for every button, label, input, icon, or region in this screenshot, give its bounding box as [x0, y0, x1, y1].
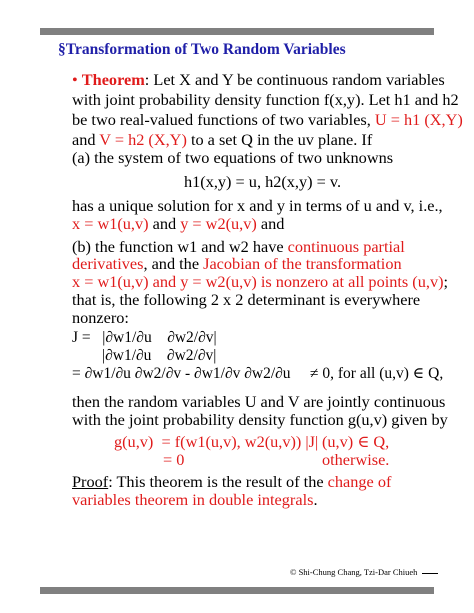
condition-a-line-1: (a) the system of two equations of two unknowns — [72, 148, 394, 167]
proof-text: : This theorem is the result of the — [108, 472, 328, 491]
condition-b-text: (b) the function w1 and w2 have — [72, 237, 288, 256]
v-definition: V = h2 (X,Y) — [99, 130, 187, 149]
theorem-line1-text: : Let X and Y be continuous random variables — [144, 70, 445, 89]
condition-b-line-5: nonzero: — [72, 308, 129, 327]
theorem-line3-text: be two real-valued functions of two variables, — [72, 110, 375, 129]
and-text-end: and — [256, 214, 285, 233]
continuous-partial: continuous partial — [287, 237, 405, 256]
and-text: and — [148, 214, 181, 233]
condition-a-line-4 — [72, 214, 284, 234]
jacobian-row-3 — [72, 364, 444, 384]
proof-red-1: change of — [327, 472, 392, 491]
jacobian-nonzero: x = w1(u,v) and y = w2(u,v) is nonzero at all points (u,v) — [72, 272, 444, 291]
x-inverse: x = w1(u,v) — [72, 214, 149, 233]
condition-a-line-3: has a unique solution for x and y in terms of u and v, i.e., — [72, 196, 443, 215]
jacobian-condition: ≠ 0, for all (u,v) ∈ Q, — [310, 365, 444, 382]
density-row-2-right: otherwise. — [322, 450, 390, 469]
proof-red-2: variables theorem in double integrals — [72, 490, 314, 509]
density-row-1-right: (u,v) ∈ Q, — [322, 432, 390, 451]
system-equation: h1(x,y) = u, h2(x,y) = v. — [184, 172, 342, 191]
condition-b-line-4: that is, the following 2 x 2 determinant is everywhere — [72, 290, 421, 309]
theorem-label: Theorem — [81, 70, 145, 89]
conclusion-line-2: with the joint probability density function g(u,v) given by — [72, 410, 448, 429]
density-row-1-left: g(u,v) = f(w1(u,v), w2(u,v)) |J| — [114, 432, 319, 451]
footer-credit — [290, 567, 438, 577]
theorem-line-1 — [72, 70, 445, 90]
proof-label: Proof — [72, 472, 109, 491]
bottom-rule — [40, 587, 434, 594]
y-inverse: y = w2(u,v) — [180, 214, 257, 233]
jacobian-term: Jacobian of the transformation — [203, 254, 402, 273]
proof-end: . — [313, 490, 318, 509]
density-row-2-left: = 0 — [163, 450, 185, 469]
theorem-bullet: • — [72, 70, 78, 89]
and-the-text: , and the — [143, 254, 204, 273]
condition-b-line-3 — [72, 272, 448, 292]
footer-dash — [422, 573, 438, 574]
jacobian-expansion: = ∂w1/∂u ∂w2/∂v - ∂w1/∂v ∂w2/∂u — [72, 365, 291, 382]
proof-line-2 — [72, 490, 318, 510]
u-definition: U = h1 (X,Y) — [374, 110, 463, 129]
proof-line-1 — [72, 472, 391, 492]
conclusion-line-1: then the random variables U and V are jointly continuous — [72, 392, 446, 411]
theorem-line-3 — [72, 110, 463, 130]
theorem-line-2: with joint probability density function f(x,y). Let h1 and h2 — [72, 90, 459, 109]
condition-b-line-2 — [72, 254, 402, 274]
top-rule — [40, 28, 434, 35]
theorem-line4-and: and — [72, 130, 100, 149]
jacobian-row-1: J = |∂w1/∂u ∂w2/∂v| — [72, 329, 217, 346]
derivatives: derivatives — [72, 254, 144, 273]
credit-text: © Shi-Chung Chang, Tzi-Dar Chiueh — [290, 567, 418, 577]
semicolon: ; — [443, 272, 449, 291]
theorem-line-4 — [72, 130, 372, 150]
theorem-line4-text: to a set Q in the uv plane. If — [186, 130, 373, 149]
jacobian-row-2: |∂w1/∂u ∂w2/∂v| — [102, 347, 217, 364]
page-title: §Transformation of Two Random Variables — [58, 41, 346, 58]
